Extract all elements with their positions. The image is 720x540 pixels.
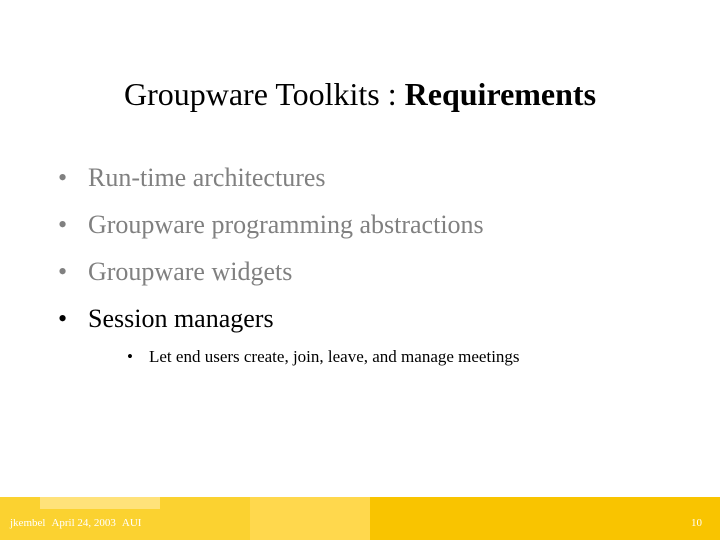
slide-title xyxy=(0,76,720,113)
sub-bullet-item xyxy=(127,347,520,367)
bullet-glyph: • xyxy=(58,257,68,286)
bullet-text: Groupware widgets xyxy=(88,257,293,286)
bullet-glyph: • xyxy=(58,163,68,192)
bullet-glyph: • xyxy=(58,304,68,333)
footer-stripe xyxy=(250,497,370,540)
footer-author: jkembel xyxy=(10,517,46,529)
bullet-item xyxy=(58,257,292,287)
footer-stripe xyxy=(370,497,720,540)
sub-bullet-text: Let end users create, join, leave, and manage meetings xyxy=(149,347,520,366)
title-normal: Groupware Toolkits : xyxy=(123,76,405,112)
bullet-item xyxy=(58,210,484,240)
footer-date: April 24, 2003 xyxy=(51,517,116,529)
footer-stripe xyxy=(40,497,160,509)
bullet-glyph: • xyxy=(58,210,68,239)
bullet-text: Groupware programming abstractions xyxy=(88,210,484,239)
footer-course: AUI xyxy=(121,517,142,529)
bullet-glyph: • xyxy=(127,347,133,366)
bullet-item xyxy=(58,163,326,193)
bullet-text: Session managers xyxy=(88,304,274,333)
title-bold: Requirements xyxy=(404,76,597,112)
bullet-item-active xyxy=(58,304,274,334)
footer-info xyxy=(10,517,147,529)
page-number: 10 xyxy=(691,517,702,529)
bullet-text: Run-time architectures xyxy=(88,163,326,192)
